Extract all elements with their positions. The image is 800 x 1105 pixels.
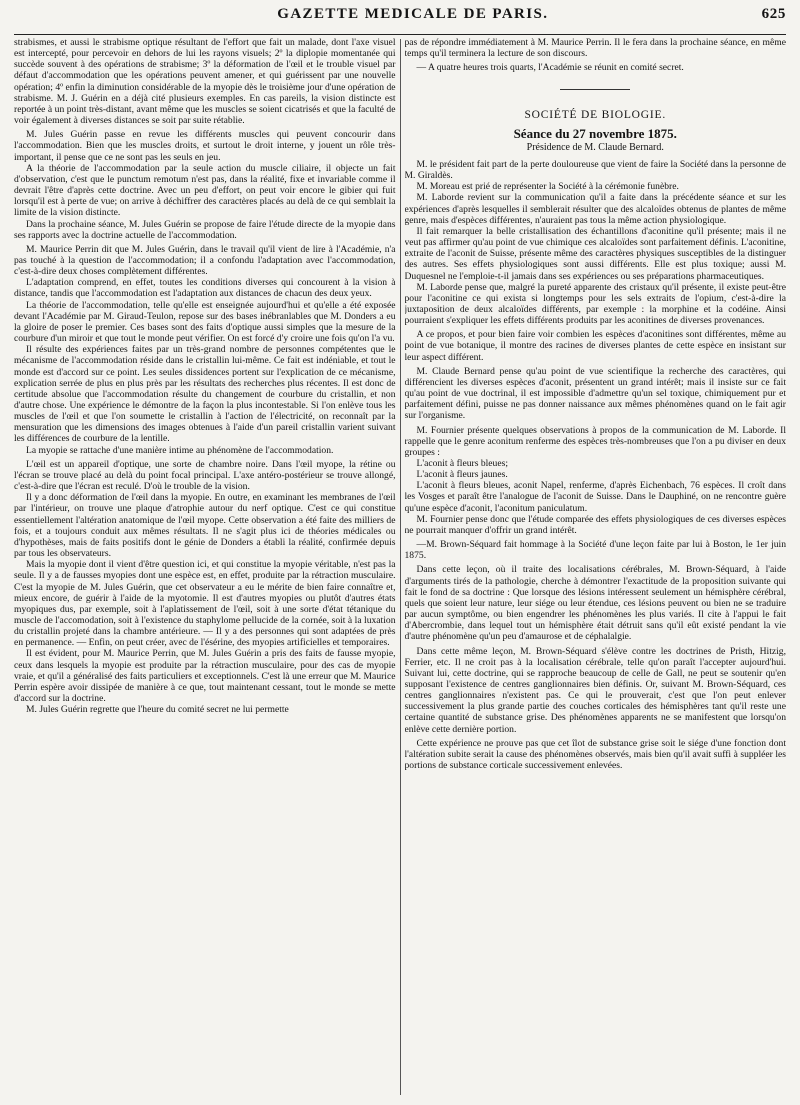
header-rule xyxy=(14,34,786,35)
paragraph: Il fait remarquer la belle cristallisation des échantillons d'aconitine qu'il présente; mais il ne veut pas affirmer qu'au point de vue chimique ces alcaloïdes sont parfaitement définis. L'aconitine, extraite de l'aconit de Suisse, présente même des caractères physiques susceptibles de la distinguer des autres. Ses effets physiologiques sont aussi différents. Elle est plus toxique; aussi M. Duquesnel ne l'emploie-t-il jamais dans ses expériences ou ses préparations pharmaceutiques. xyxy=(404,225,786,282)
paragraph: Cette expérience ne prouve pas que cet îlot de substance grise soit le siége d'une fonction dont l'altération subite serait la cause des phénomènes observés, mais bien qu'il avait suffi à suppléer les portions de substance corticale successivement enlevées. xyxy=(404,737,786,772)
paragraph: M. Fournier pense donc que l'étude comparée des effets physiologiques de ces diverses espèces ne pourrait manquer d'offrir un grand intérêt. xyxy=(404,513,786,536)
paragraph: Il résulte des expériences faites par un très-grand nombre de personnes compétentes que le mécanisme de l'accommodation réside dans le cristallin lui-même. Ce fait est indéniable, et tout le monde est d'accord sur ce point. Les seules dissidences portent sur l'explication de ce mécanisme, explication serrée de plus en plus près par les résultats des recherches plus récentes. Il est donc de certitude absolue que l'accommodation résulte du changement de courbure du cristallin, et non d'autre chose. Une expérience le démontre de la façon la plus incontestable. Si l'on enlève tous les muscles de l'œil et que l'on soumette le cristallin à l'action de l'électricité, on reconnaît par la mensuration que les dimensions des images obtenues à l'aide d'un pareil cristallin varient suivant les différences de courbure de la lentille. xyxy=(14,344,396,445)
page-header xyxy=(14,6,786,32)
right-column xyxy=(405,37,787,1097)
paragraph: Il y a donc déformation de l'œil dans la myopie. En outre, en examinant les membranes de l'œil par l'intérieur, on trouve une plaque d'atrophie autour du nerf optique. C'est ce qui constitue essentiellement l'altération anatomique de l'œil myope. Cette observation a été faite des milliers de fois, et a toujours conduit aux mêmes résultats. Il ne s'agit plus ici de théories médicales ou d'hypothèses, mais de faits positifs dont le génie de Donders a établi la réalité, confirmée depuis par tous les observateurs. xyxy=(14,492,396,560)
paragraph: strabismes, et aussi le strabisme optique résultant de l'effort que fait un malade, dont l'axe visuel est intercepté, pour percevoir en dehors de lui les rayons visuels; 2º la diplopie momentanée qui succède souvent à des opérations de strabisme; 3º la déformation de l'œil et le trouble visuel par défaut d'accommodation que les opérations peuvent amener, et qui guérissent par une nouvelle opération; 4º enfin la diminution considérable de la myopie dès le troisième jour d'une opération de strabisme. M. J. Guérin en a déjà cité plusieurs exemples. En cas pareils, la vision distincte est reportée à un point très-distant, avant même que les muscles se soient cicatrisés et que la faculté de voir également à diverses distances se soit par suite rétablie. xyxy=(14,37,396,127)
paragraph: M. Laborde pense que, malgré la pureté apparente des cristaux qu'il présente, il existe peut-être pour l'aconitine ce qui exista si longtemps pour les sels extraits de l'opium, c'est-à-dire la juxtaposition de deux alcaloïdes différents, par exemple : la morphine et la codéine. Ainsi pourraient s'expliquer les effets différents produits par les aconitines de diverses provenances. xyxy=(404,281,786,327)
text-columns xyxy=(14,37,786,1097)
paragraph: —M. Brown-Séquard fait hommage à la Société d'une leçon faite par lui à Boston, le 1er juin 1875. xyxy=(404,539,786,562)
paragraph: La myopie se rattache d'une manière intime au phénomène de l'accommodation. xyxy=(26,444,334,456)
section-title: SOCIÉTÉ DE BIOLOGIE. xyxy=(524,109,667,122)
paragraph: M. Moreau est prié de représenter la Société à la cérémonie funèbre. xyxy=(416,181,679,193)
presidence-line: Présidence de M. Claude Bernard. xyxy=(526,141,664,153)
paragraph: L'œil est un appareil d'optique, une sorte de chambre noire. Dans l'œil myope, la rétine ou l'écran se trouve placé au delà du point focal principal. L'axe antéro-postérieur se trouve allongé, c'est-à-dire que l'écran est reculé. D'où le trouble de la vision. xyxy=(14,458,396,493)
column-divider xyxy=(400,39,401,1095)
left-column xyxy=(14,37,396,1097)
paragraph: Il est évident, pour M. Maurice Perrin, que M. Jules Guérin a pris des faits de fausse myopie, ceux dans lesquels la myopie est produite par la rétraction musculaire, pour des cas de myopie vraie, et qu'il a généralisé des faits particuliers et exceptionnels. C'est là une erreur que M. Maurice Perrin espère avoir dissipée de manière à ce que, tout maintenant cessant, tout le monde se mette d'accord sur la doctrine. xyxy=(14,648,396,705)
paragraph: A ce propos, et pour bien faire voir combien les espèces d'aconitines sont différentes, même au point de vue botanique, il montre des racines de diverses plantes de cette espèce en insistant sur leur aspect différent. xyxy=(404,329,786,363)
list-item: L'aconit à fleurs jaunes. xyxy=(416,469,508,481)
paragraph: A la théorie de l'accommodation par la seule action du muscle ciliaire, il objecte un fait d'observation, c'est que le punctum remotum n'est pas, dans la réalité, fixe et invariable comme il devrait l'être d'après cette doctrine. Avec un peu d'effort, on peut voir encore le gibier qui fuit lorsqu'il est à perte de vue; on arrive à déchiffrer des caractères placés au delà de ce qui semblait la limite de la vision distincte. xyxy=(14,162,396,219)
paragraph: pas de répondre immédiatement à M. Maurice Perrin. Il le fera dans la prochaine séance, en même temps qu'il terminera la lecture de son discours. xyxy=(404,37,786,60)
page-number: 625 xyxy=(761,6,786,22)
section-rule xyxy=(560,89,630,90)
list-item: L'aconit à fleurs bleues; xyxy=(416,458,509,469)
paragraph: La théorie de l'accommodation, telle qu'elle est enseignée aujourd'hui et qu'elle a été exposée devant l'Académie par M. Giraud-Teulon, repose sur des bases inébranlables que M. Donders a eu la gloire de poser le premier. Ces bases sont des faits d'optique aussi simples que la mesure de la courbure d'un miroir et que tout le monde peut vérifier. On est forcé d'y croire une fois qu'on l'a vu. xyxy=(14,299,396,345)
paragraph: Dans la prochaine séance, M. Jules Guérin se propose de faire l'étude directe de la myopie dans ses rapports avec la doctrine actuelle de l'accommodation. xyxy=(14,218,396,241)
paragraph: M. Jules Guérin regrette que l'heure du comité secret ne lui permette xyxy=(26,704,289,716)
paragraph: M. Claude Bernard pense qu'au point de vue scientifique la recherche des caractères, qui différencient les diverses espèces d'aconit, présentent un grand intérêt; mais il insiste sur ce fait qu'au point de vue doctrinal, il est impossible d'admettre qu'un sel toxique, chimiquement pur et parfaitement défini, puisse ne pas donner naissance aux mêmes phénomènes quand on le fait agir sur l'organisme. xyxy=(404,365,786,422)
paragraph: M. Maurice Perrin dit que M. Jules Guérin, dans le travail qu'il vient de lire à l'Académie, n'a pas touché à la question de l'accommodation; il a confondu l'adaptation avec l'accommodation, c'est-à-dire deux choses complètement différentes. xyxy=(14,243,396,278)
seance-heading: Séance du 27 novembre 1875. xyxy=(513,125,677,141)
paragraph: Dans cette même leçon, M. Brown-Séquard s'élève contre les doctrines de Pristh, Hitzig, Ferrier, etc. Il ne croit pas à la localisation cérébrale, telle qu'on paraît l'accepter aujourd'hui. Suivant lui, cette doctrine, qui se rapproche beaucoup de celle de Gall, ne peut se soutenir qu'en supposant l'existence de centres ganglionnaires bien définis. Or, suivant M. Brown-Séquard, ces centres ganglionnaires n'existent pas. Ce qui le prouverait, c'est que l'on peut enlever successivement la plus grande partie des couches corticales des hémisphères tant qu'il reste une certaine quantité de substance grise. Des phénomènes apparents ne se manifestent que lorsqu'on enlève cette dernière portion. xyxy=(404,645,786,735)
paragraph: M. le président fait part de la perte douloureuse que vient de faire la Société dans la personne de M. Giraldès. xyxy=(404,158,786,182)
paragraph: Mais la myopie dont il vient d'être question ici, et qui constitue la myopie véritable, n'est pas la seule. Il y a de fausses myopies dont une espèce est, en effet, produite par la rétraction musculaire. C'est la myopie de M. Jules Guérin, que cet observateur a eu le mérite de bien faire connaître et, mieux encore, de guérir à l'aide de la myotomie. Il est d'autres myopies ou plutôt d'autres états myopiques dus, par exemple, soit à l'aplatissement de l'œil, soit à une sorte d'état tétanique du muscle de l'accomodation, soit à l'existence du staphylome pellucide de la cornée, soit à la luxation du cristallin projeté dans la chambre antérieure. — Il y a des personnes qui sont adaptées de près en permanence. — Enfin, on peut créer, avec de l'ésérine, des myopies artificielles et temporaires. xyxy=(14,559,396,649)
paragraph: M. Laborde revient sur la communication qu'il a faite dans la précédente séance et sur les expériences d'après lesquelles il semblerait résulter que des alcaloïdes obtenus de plantes de même genre, mais d'espèces différentes, n'auraient pas tous la même action physiologique. xyxy=(404,192,786,226)
journal-title: GAZETTE MEDICALE DE PARIS. xyxy=(277,6,549,22)
paragraph: L'adaptation comprend, en effet, toutes les conditions diverses qui concourent à la vision à distance, tandis que l'accommodation est l'adaptation aux distances de chacun des deux yeux. xyxy=(14,277,396,300)
paragraph: M. Fournier présente quelques observations à propos de la communication de M. Laborde. Il rappelle que le genre aconitum renferme des espèces très-nombreuses que l'on a pu diviser en deux groupes : xyxy=(404,424,786,458)
paragraph: M. Jules Guérin passe en revue les différents muscles qui peuvent concourir dans l'accommodation. Bien que les muscles droits, et surtout le droit interne, y jouent un rôle très-important, il pense que ce ne sont pas les seuls en jeu. xyxy=(14,129,396,163)
paragraph: Dans cette leçon, où il traite des localisations cérébrales, M. Brown-Séquard, à l'aide d'arguments tirés de la pathologie, cherche à démontrer l'exactitude de la proposition suivante qui fait le fond de sa doctrine : Que lorsque des lésions intéressent seulement un hémisphère cérébral, quels que soient leur nature, leur siége ou leur étendue, ces lésions peuvent ou bien ne se traduire par aucun symptôme, ou bien engendrer les phénomènes les plus variés. Il cite à l'appui le fait d'Abercrombie, dans lequel tout un hémisphère était détruit sans qu'il eût existé pendant la vie d'autre phénomène qu'un peu d'amaurose et de céphalalgie. xyxy=(404,564,786,643)
paragraph: L'aconit à fleurs bleues, aconit Napel, renferme, d'après Eichenbach, 76 espèces. Il croît dans les Vosges et paraît être l'analogue de l'aconit de Suisse. Dans le Dauphiné, on ne rencontre guère qu'une espèce d'aconit, l'aconitum paniculatum. xyxy=(404,480,786,514)
paragraph: — A quatre heures trois quarts, l'Académie se réunit en comité secret. xyxy=(416,62,684,74)
